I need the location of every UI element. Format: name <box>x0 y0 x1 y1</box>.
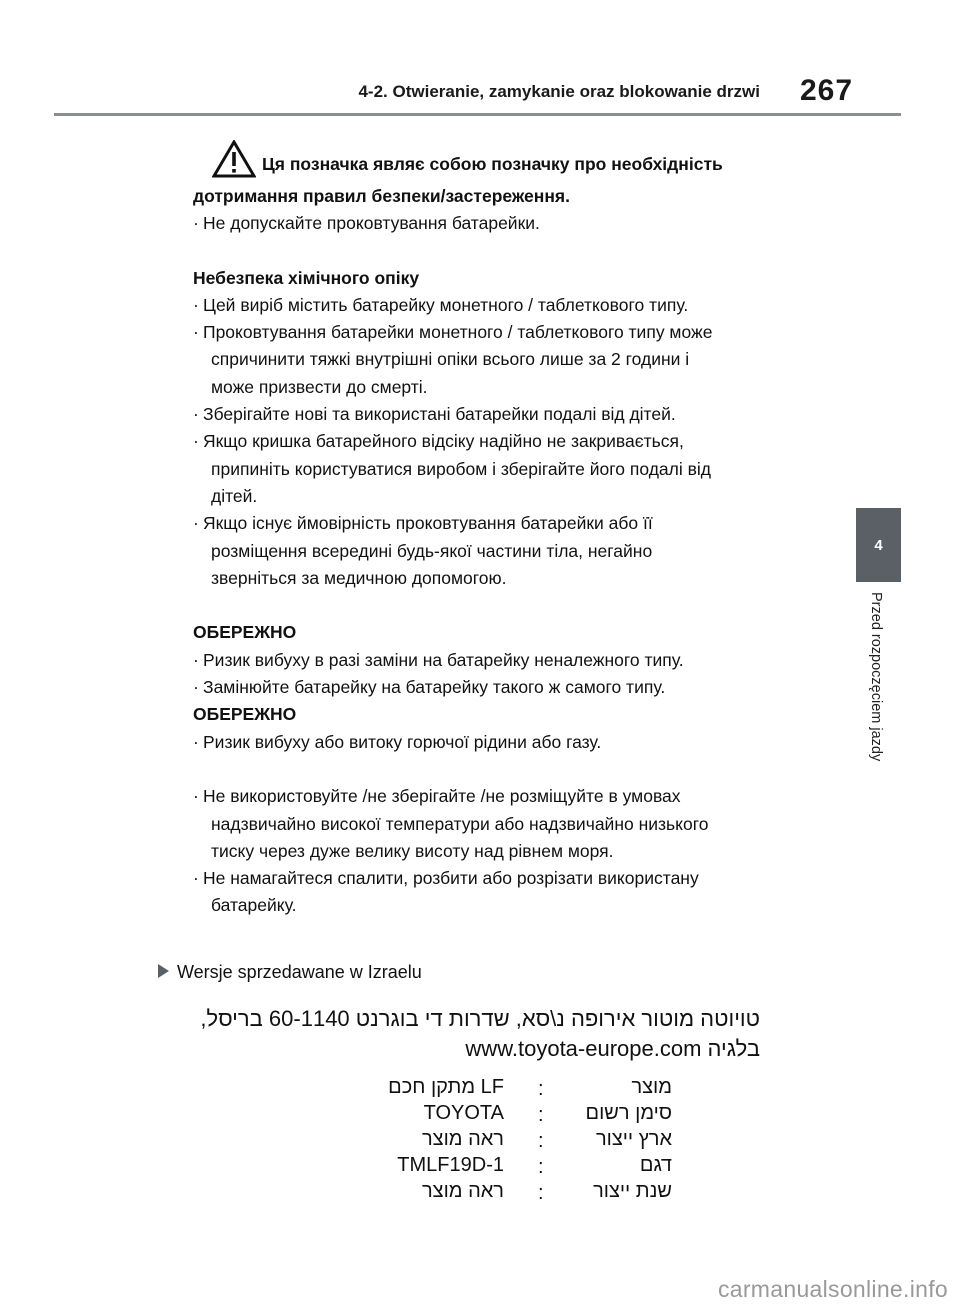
spec-key: ארץ ייצור <box>595 1128 672 1150</box>
bullet-text: Якщо кришка батарейного відсіку надійно не закривається, <box>203 431 684 452</box>
triangle-bullet-icon <box>158 964 169 978</box>
chapter-side-label: Przed rozpoczęciem jazdy <box>868 592 884 762</box>
watermark: carmanualsonline.info <box>717 1276 948 1302</box>
bullet-dot: · <box>193 677 199 698</box>
chapter-number: 4 <box>874 536 883 554</box>
bullet-item <box>193 865 823 892</box>
bullet-continuation: може призвести до смерті. <box>211 376 428 397</box>
bullet-continuation: припиніть користуватися виробом і зберігайте його подалі від <box>211 458 712 479</box>
bullet-text: Не намагайтеся спалити, розбити або розрізати використану <box>203 868 699 889</box>
spacer <box>193 237 823 264</box>
bullet-continuation: зверніться за медичною допомогою. <box>211 567 507 588</box>
spec-value: ראה מוצר <box>422 1180 504 1202</box>
spec-row <box>330 1128 680 1154</box>
bullet-text: Проковтування батарейки монетного / таблеткового типу може <box>203 322 713 343</box>
bullet-dot: · <box>193 513 199 534</box>
section-heading: ОБЕРЕЖНО <box>193 704 297 725</box>
bullet-continuation: розміщення всередині будь-якої частини тіла, негайно <box>211 540 653 561</box>
section-heading: Небезпека хімічного опіку <box>193 267 420 288</box>
spec-key: שנת ייצור <box>593 1180 672 1202</box>
spec-key: מוצר <box>631 1076 672 1098</box>
spec-value: ראה מוצר <box>422 1128 504 1150</box>
warning-headline: Ця позначка являє собою позначку про необхідність <box>262 154 723 174</box>
bullet-text: Зберігайте нові та використані батарейки подалі від дітей. <box>203 404 676 425</box>
bullet-dot: · <box>193 649 199 670</box>
spec-separator: : <box>538 1156 544 1178</box>
spec-row <box>330 1154 680 1180</box>
israel-versions-heading <box>158 962 422 983</box>
hebrew-website-line: בלגיה www.toyota-europe.com <box>465 1036 760 1061</box>
hebrew-address-line: טויוטה מוטור אירופה נ\סא, שדרות די בוגרנט 60-1140 בריסל, <box>200 1006 760 1031</box>
bullet-text: Замінюйте батарейку на батарейку такого ж самого типу. <box>203 677 666 698</box>
spec-key: דגם <box>639 1154 672 1176</box>
bullet-item <box>193 647 823 674</box>
bullet-dot: · <box>193 431 199 452</box>
bullet-text: Не допускайте проковтування батарейки. <box>203 213 540 233</box>
running-header-title: 4-2. Otwieranie, zamykanie oraz blokowanie drzwi <box>358 82 760 101</box>
bullet-item <box>193 401 823 428</box>
spacer <box>193 592 823 619</box>
bullet-text: Цей виріб містить батарейку монетного / таблеткового типу. <box>203 294 689 315</box>
bullet-dot: · <box>193 786 199 807</box>
spec-value: LF מתקן חכם <box>388 1076 504 1098</box>
spec-value: TOYOTA <box>423 1102 504 1124</box>
spec-separator: : <box>538 1182 544 1204</box>
spacer <box>193 756 823 783</box>
bullet-text: Ризик вибуху або витоку горючої рідини або газу. <box>203 731 602 752</box>
page-number: 267 <box>800 74 854 107</box>
spec-row <box>330 1076 680 1102</box>
spec-separator: : <box>538 1078 544 1100</box>
bullet-text: Якщо існує ймовірність проковтування батарейки або її <box>203 513 653 534</box>
bullet-continuation: батарейку. <box>211 895 297 916</box>
warning-headline-continued: дотримання правил безпеки/застереження. <box>193 186 571 206</box>
bullet-continuation: дітей. <box>211 485 258 506</box>
bullet-item <box>193 510 823 537</box>
bullet-dot: · <box>193 213 199 233</box>
bullet-dot: · <box>193 322 199 343</box>
bullet-item <box>193 674 823 701</box>
bullet-item <box>193 292 823 319</box>
bullet-text: Ризик вибуху в разі заміни на батарейку неналежного типу. <box>203 649 684 670</box>
product-spec-table <box>330 1076 680 1206</box>
spec-value: TMLF19D-1 <box>397 1154 504 1176</box>
bullet-item <box>193 428 823 455</box>
spec-separator: : <box>538 1130 544 1152</box>
bullet-continuation: надзвичайно високої температури або надзвичайно низького <box>211 813 709 834</box>
chapter-tab <box>856 508 901 582</box>
spec-separator: : <box>538 1104 544 1126</box>
bullet-item <box>193 729 823 756</box>
bullet-dot: · <box>193 404 199 425</box>
bullet-dot: · <box>193 731 199 752</box>
bullet-continuation: тиску через дуже велику висоту над рівнем моря. <box>211 840 614 861</box>
bullet-item <box>193 319 823 346</box>
section-heading: ОБЕРЕЖНО <box>193 622 297 643</box>
israel-versions-label: Wersje sprzedawane w Izraelu <box>177 962 422 982</box>
bullet-item <box>193 783 823 810</box>
header-divider <box>54 113 901 116</box>
spec-key: סימן רשום <box>585 1102 672 1124</box>
spec-row <box>330 1102 680 1128</box>
bullet-continuation: спричинити тяжкі внутрішні опіки всього лише за 2 години і <box>211 349 690 370</box>
warning-triangle-icon <box>212 140 256 178</box>
spec-row <box>330 1180 680 1206</box>
bullet-item <box>193 210 823 237</box>
bullet-dot: · <box>193 294 199 315</box>
bullet-dot: · <box>193 868 199 889</box>
warning-text-block <box>193 210 823 920</box>
bullet-text: Не використовуйте /не зберігайте /не розміщуйте в умовах <box>203 786 681 807</box>
